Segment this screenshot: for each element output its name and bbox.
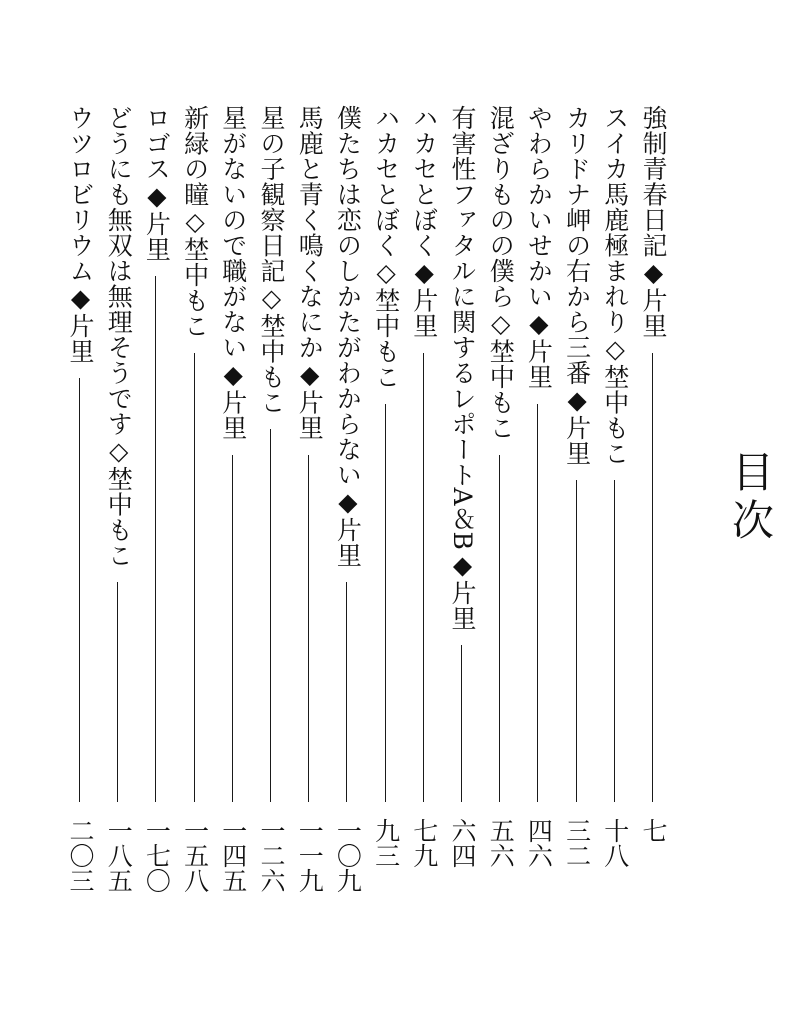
toc-page-number: 一四五 (218, 818, 248, 893)
toc-page-number: 一五八 (180, 818, 210, 893)
toc-leader-line (155, 276, 156, 802)
toc-entry-title: 僕たちは恋のしかたがわからない◆片里 (333, 105, 363, 568)
toc-entry[interactable] (254, 105, 288, 893)
toc-leader-line (308, 455, 309, 802)
toc-entry-title: ハカセとぼく◆片里 (409, 105, 439, 339)
toc-entry-title: 馬鹿と青く鳴くなにか◆片里 (295, 105, 325, 441)
toc-entry[interactable] (445, 105, 479, 875)
toc-page-number: 七九 (409, 818, 439, 868)
toc-page-number: 一一九 (295, 818, 325, 893)
toc-page-number: 四六 (524, 818, 554, 868)
toc-leader-line (614, 480, 615, 802)
toc-entry-title: どうにも無双は無理そうです◇埜中もこ (104, 105, 134, 568)
toc-entry[interactable] (369, 105, 403, 875)
toc-entry-title: ロゴス◆片里 (142, 105, 172, 262)
toc-page-number: 六四 (448, 818, 477, 868)
toc-page-number: 一二六 (257, 818, 286, 893)
toc-entry-title: やわらかいせかい◆片里 (524, 105, 554, 390)
toc-entry-title: 星がないので職がない◆片里 (218, 105, 248, 441)
toc-page-number: 五六 (486, 818, 516, 868)
toc-page-number: 九三 (371, 818, 401, 868)
toc-entry-title: 混ざりものの僕ら◇埜中もこ (486, 105, 516, 441)
toc-entry[interactable] (178, 105, 212, 893)
toc-leader-line (461, 645, 462, 802)
toc-page-number: 一八五 (104, 818, 134, 893)
toc-leader-line (346, 582, 347, 802)
toc-heading: 目次 (726, 450, 775, 546)
toc-page-number: 二〇三 (66, 818, 95, 893)
toc-entry[interactable] (101, 105, 135, 893)
toc-entry[interactable] (407, 105, 441, 875)
toc-entry[interactable] (560, 105, 594, 875)
toc-entry[interactable] (216, 105, 250, 893)
toc-entry-title: 有害性ファタルに関するレポートA＆B◆片里 (448, 105, 477, 631)
toc-entry[interactable] (292, 105, 326, 893)
toc-entry[interactable] (63, 105, 97, 893)
toc-entry[interactable] (330, 105, 364, 893)
toc-leader-line (79, 378, 80, 802)
toc-leader-line (537, 404, 538, 802)
toc-leader-line (499, 455, 500, 802)
toc-leader-line (385, 404, 386, 802)
toc-entry-title: カリドナ岬の右から三番◆片里 (562, 105, 592, 466)
toc-leader-line (423, 353, 424, 802)
toc-leader-line (270, 429, 271, 802)
toc-entry-title: 強制青春日記◆片里 (639, 105, 668, 339)
toc-page-number: 十八 (600, 818, 630, 868)
toc-entry-title: 新緑の瞳◇埜中もこ (180, 105, 210, 339)
toc-leader-line (232, 455, 233, 802)
toc-page-number: 三二 (562, 818, 592, 868)
toc-leader-line (117, 582, 118, 802)
toc-entry-title: スイカ馬鹿極まれり◇埜中もこ (600, 105, 630, 466)
toc-entry[interactable] (636, 105, 670, 875)
toc-entry[interactable] (521, 105, 555, 875)
toc-leader-line (652, 353, 653, 802)
toc-entry-title: ウツロビリウム◆片里 (66, 105, 95, 364)
toc-page-number: 一〇九 (333, 818, 363, 893)
toc-leader-line (194, 353, 195, 802)
toc-entry-title: ハカセとぼく◇埜中もこ (371, 105, 401, 390)
toc-page-number: 一七〇 (142, 818, 172, 893)
toc-entry[interactable] (483, 105, 517, 875)
toc-leader-line (576, 480, 577, 802)
toc-entry[interactable] (139, 105, 173, 893)
toc-page-number: 七 (639, 818, 668, 843)
toc-entry-title: 星の子観察日記◇埜中もこ (257, 105, 286, 415)
toc-entry[interactable] (598, 105, 632, 875)
